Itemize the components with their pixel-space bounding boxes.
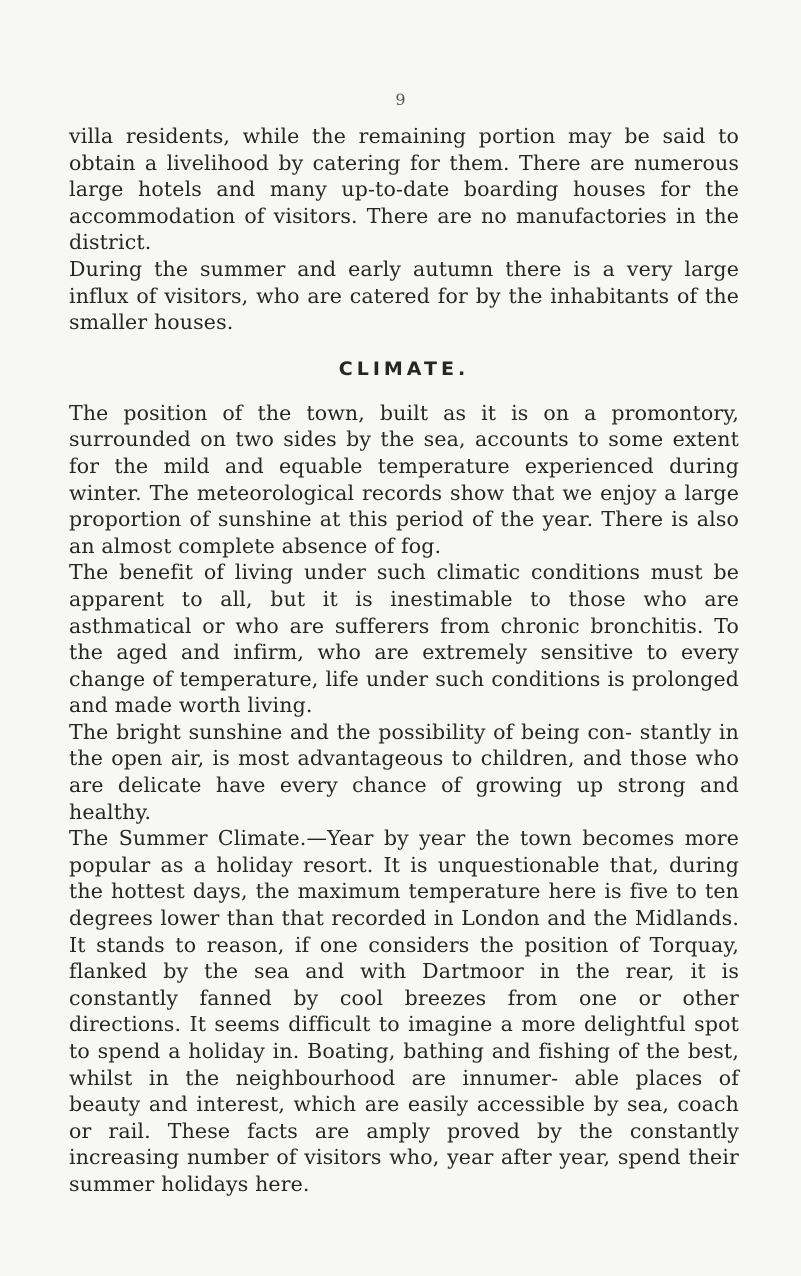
paragraph-residents: villa residents, while the remaining portion may be said to obtain a livelihood by catering for them. There are numerous large hotels and many up-to-date boarding houses for the accommodation of visitors. There are no manufactories in the district. xyxy=(69,124,739,255)
paragraph-benefit-of-living: The benefit of living under such climatic conditions must be apparent to all, but it is inestimable to those who are asthmatical or who are sufferers from chronic bronchitis. To the aged and infirm, who are extremely sensitive to every change of temperature, life under such conditions is prolonged and made worth living. xyxy=(69,560,739,718)
paragraph-summer-climate: The Summer Climate.—Year by year the town becomes more popular as a holiday resort. It is unquestionable that, during the hottest days, the maximum temperature here is five to ten degrees lower than that recorded in London and the Midlands. It stands to reason, if one considers the position of Torquay, flanked by the sea and with Dartmoor in the rear, it is constantly fanned by cool breezes from one or other directions. It seems difficult to imagine a more delightful spot to spend a holiday in. Boating, bathing and fishing of the best, whilst in the neighbourhood are innumer- able places of beauty and interest, which are easily accessible by sea, coach or rail. These facts are amply proved by the constantly increasing number of visitors who, year after year, spend their summer holidays here. xyxy=(69,826,739,1196)
paragraph-bright-sunshine: The bright sunshine and the possibility of being con- stantly in the open air, is most advantageous to children, and those who are delicate have every chance of growing up strong and healthy. xyxy=(69,719,739,824)
section-heading-climate: CLIMATE. xyxy=(338,357,470,380)
paragraph-summer-visitors: During the summer and early autumn there is a very large influx of visitors, who are catered for by the inhabitants of the smaller houses. xyxy=(69,256,739,335)
body-text xyxy=(69,123,739,1198)
paragraph-position-of-town: The position of the town, built as it is on a promontory, surrounded on two sides by the sea, accounts to some extent for the mild and equable temperature experienced during winter. The meteorological records show that we enjoy a large proportion of sunshine at this period of the year. There is also an almost complete absence of fog. xyxy=(69,400,739,558)
page-number: 9 xyxy=(395,90,406,109)
